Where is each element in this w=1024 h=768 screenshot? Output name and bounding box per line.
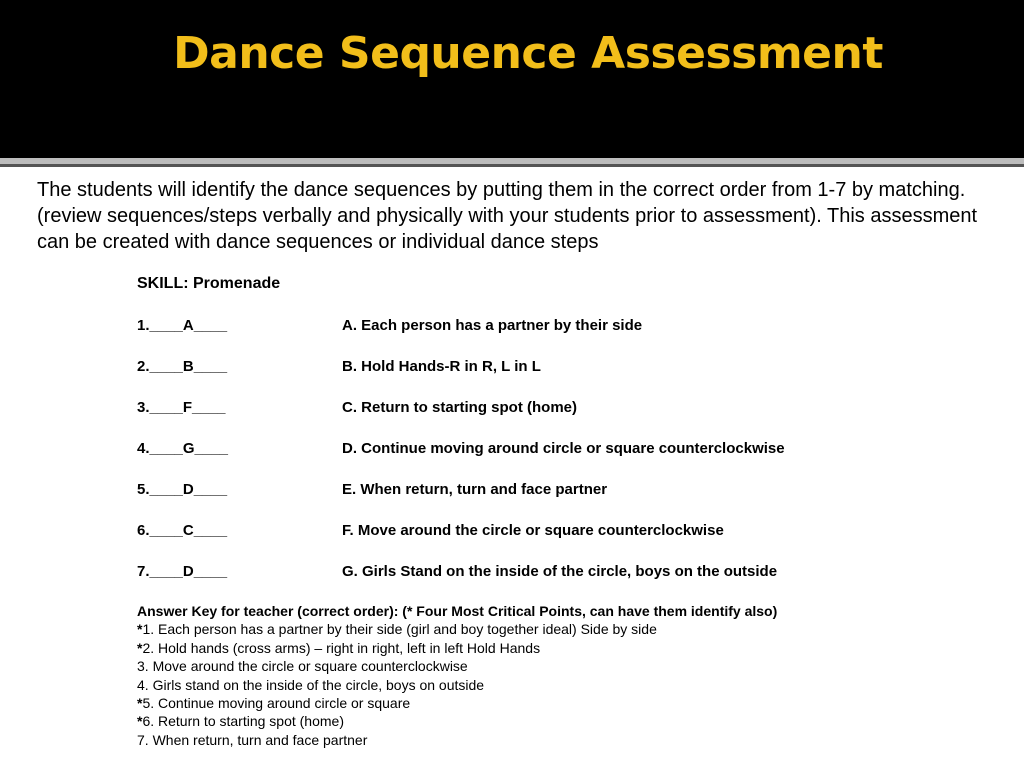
matching-answer: 5.____D____ bbox=[137, 481, 228, 498]
matching-row bbox=[137, 522, 997, 542]
matching-step: D. Continue moving around circle or square counterclockwise bbox=[342, 440, 785, 457]
answer-key bbox=[137, 602, 1017, 749]
answer-key-text: 5. Continue moving around circle or square bbox=[142, 695, 411, 712]
answer-key-text: 7. When return, turn and face partner bbox=[137, 731, 368, 748]
divider-rule-dark bbox=[0, 164, 1024, 167]
slide-title: Dance Sequence Assessment bbox=[173, 28, 883, 79]
critical-point-marker: * bbox=[137, 713, 143, 730]
answer-key-item bbox=[137, 731, 1017, 749]
answer-key-heading: Answer Key for teacher (correct order): (* Four Most Critical Points, can have them identify also) bbox=[137, 603, 778, 619]
matching-row bbox=[137, 399, 997, 419]
matching-step: F. Move around the circle or square counterclockwise bbox=[342, 522, 724, 539]
matching-step: E. When return, turn and face partner bbox=[342, 481, 608, 498]
matching-answer: 1.____A____ bbox=[137, 317, 228, 334]
answer-key-text: 1. Each person has a partner by their side (girl and boy together ideal) Side by side bbox=[142, 621, 657, 638]
answer-key-text: 6. Return to starting spot (home) bbox=[142, 713, 344, 730]
matching-row bbox=[137, 358, 997, 378]
answer-key-item bbox=[137, 694, 1017, 712]
critical-point-marker: * bbox=[137, 621, 143, 638]
answer-key-text: 3. Move around the circle or square counterclockwise bbox=[137, 658, 468, 675]
intro-paragraph: The students will identify the dance sequences by putting them in the correct order from 1-7 by matching. (review sequences/steps verbally and physically with your students prior to assessment). This assessment can be created with dance sequences or individual dance steps bbox=[37, 179, 978, 253]
critical-point-marker: * bbox=[137, 695, 143, 712]
matching-answer: 2.____B____ bbox=[137, 358, 228, 375]
answer-key-item bbox=[137, 657, 1017, 675]
matching-step: A. Each person has a partner by their side bbox=[342, 317, 643, 334]
matching-row bbox=[137, 563, 997, 583]
matching-answer: 3.____F____ bbox=[137, 399, 226, 416]
matching-step: C. Return to starting spot (home) bbox=[342, 399, 577, 416]
answer-key-item bbox=[137, 676, 1017, 694]
matching-row bbox=[137, 440, 997, 460]
matching-row bbox=[137, 481, 997, 501]
matching-step: B. Hold Hands-R in R, L in L bbox=[342, 358, 541, 375]
answer-key-text: 4. Girls stand on the inside of the circle, boys on outside bbox=[137, 676, 485, 693]
skill-heading: SKILL: Promenade bbox=[137, 275, 281, 292]
matching-answer: 4.____G____ bbox=[137, 440, 228, 457]
matching-step: G. Girls Stand on the inside of the circle, boys on the outside bbox=[342, 563, 778, 580]
matching-answer: 6.____C____ bbox=[137, 522, 228, 539]
critical-point-marker: * bbox=[137, 639, 143, 656]
matching-answer: 7.____D____ bbox=[137, 563, 228, 580]
answer-key-item bbox=[137, 712, 1017, 730]
title-band bbox=[0, 0, 1024, 158]
matching-row bbox=[137, 317, 997, 337]
answer-key-item bbox=[137, 620, 1017, 638]
answer-key-item bbox=[137, 639, 1017, 657]
answer-key-text: 2. Hold hands (cross arms) – right in right, left in left Hold Hands bbox=[142, 639, 541, 656]
